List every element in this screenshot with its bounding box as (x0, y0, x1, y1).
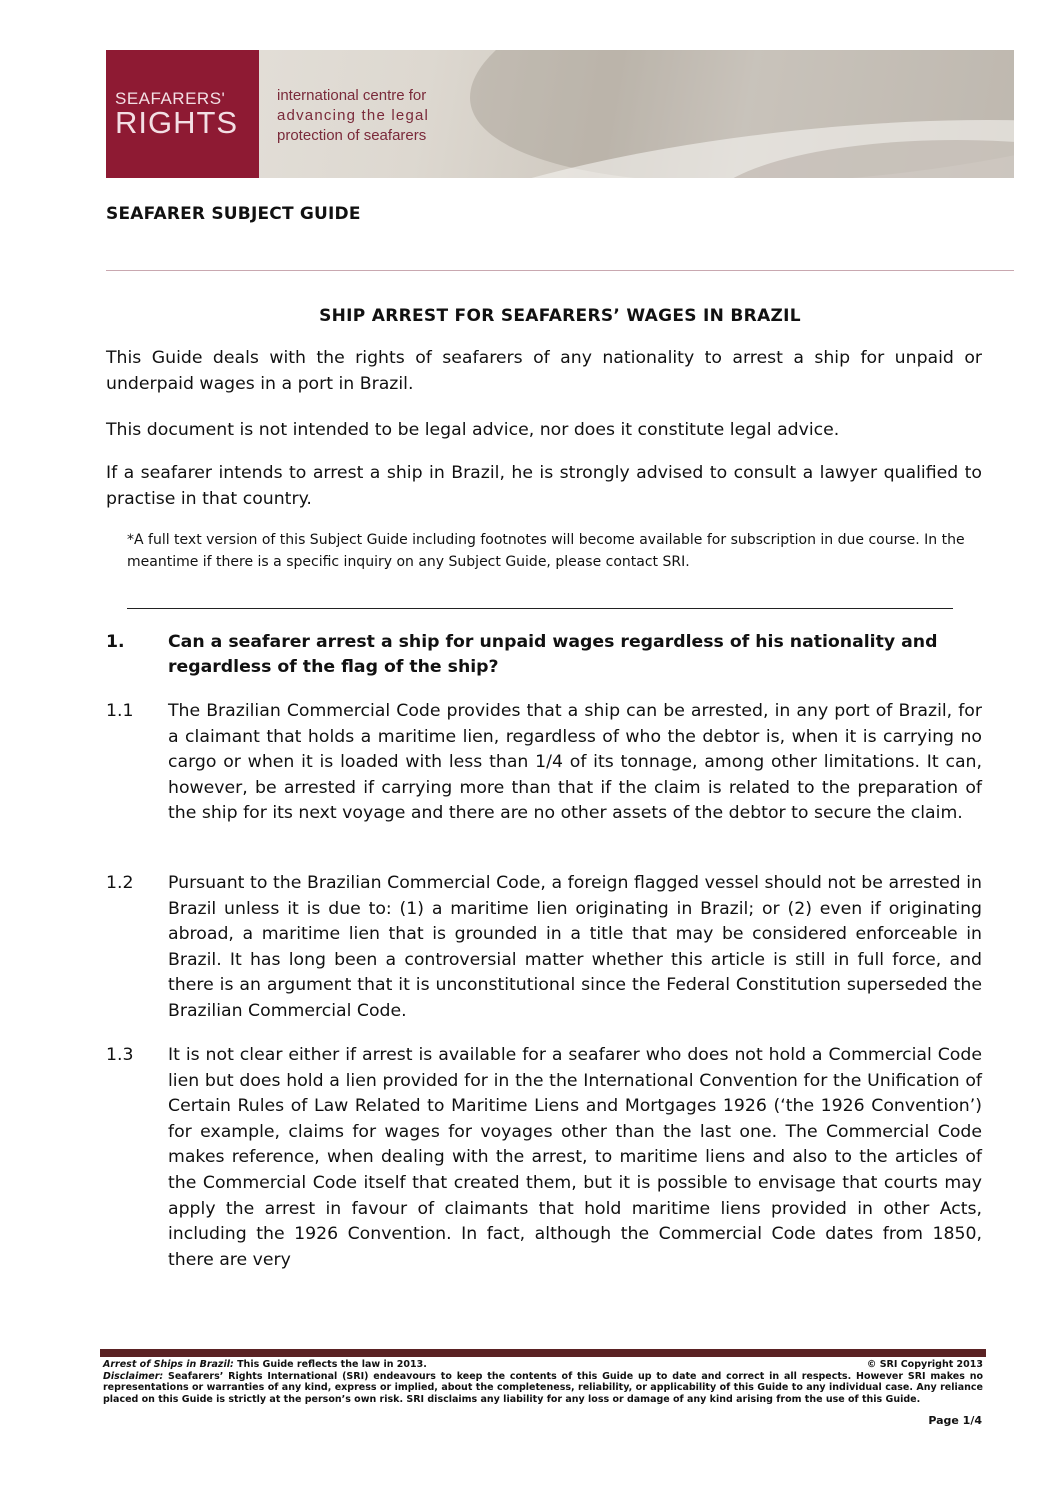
section-number: 1. (106, 632, 125, 652)
footer-bar (100, 1349, 986, 1357)
full-text-note: *A full text version of this Subject Guide including footnotes will become available for subscription in due course. In the meantime if there is a specific inquiry on any Subject Guide, please contact SRI. (127, 532, 965, 570)
paragraph-text: Pursuant to the Brazilian Commercial Code, a foreign flagged vessel should not be arrested in Brazil unless it is due to: (1) a maritime lien originating in Brazil; or (2) even if originating abroad, a maritime lien that is grounded in a title that may be considered enforceable in Brazil. It has long been a controversial matter whether this article is still in full force, and there is an argument that it is unconstitutional since the Federal Constitution superseded the Brazilian Commercial Code. (168, 873, 982, 1021)
footer-law-note (103, 1359, 427, 1371)
tagline-line: protection of seafarers (277, 127, 427, 144)
organization-tagline (277, 86, 429, 146)
paragraph-item (106, 699, 982, 827)
copyright-notice: © SRI Copyright 2013 (866, 1359, 983, 1370)
page-footer (103, 1359, 983, 1405)
disclaimer-label: Disclaimer: (103, 1370, 164, 1382)
intro-paragraph: This Guide deals with the rights of seafarers of any nationality to arrest a ship for unpaid or underpaid wages in a port in Brazil. (106, 348, 982, 394)
page-number: Page 1/4 (928, 1414, 982, 1427)
section-divider (127, 608, 953, 609)
tagline-line: international centre for (277, 87, 427, 104)
intro-paragraph: This document is not intended to be legal advice, nor does it constitute legal advice. (106, 420, 840, 440)
footer-law-year: This Guide reflects the law in 2013. (233, 1359, 427, 1370)
disclaimer-text: Seafarers’ Rights International (SRI) endeavours to keep the contents of this Guide up to date and correct in all respects. However SRI makes no representations or warranties of any kind, express or implied, about the completeness, reliability, or applicability of this Guide to any individual case. Any reliance placed on this Guide is strictly at the person’s own risk. SRI disclaims any liability for any loss or damage of any kind arising from the use of this Guide. (103, 1370, 983, 1405)
footer-guide-label: Arrest of Ships in Brazil: (103, 1359, 234, 1370)
header-banner (106, 50, 1014, 178)
paragraph-item (106, 1043, 982, 1273)
disclaimer (103, 1371, 983, 1406)
section-question: Can a seafarer arrest a ship for unpaid wages regardless of his nationality and regardless of the flag of the ship? (168, 632, 938, 677)
paragraph-text: The Brazilian Commercial Code provides that a ship can be arrested, in any port of Brazil, for a claimant that holds a maritime lien, regardless of who the debtor is, when it is carrying no cargo or when it is loaded with less than 1/4 of its tonnage, among other limitations. It can, however, be arrested if carrying more than that if the claim is related to the preparation of the ship for its next voyage and there are no other assets of the debtor to secure the claim. (168, 701, 982, 824)
paragraph-number: 1.1 (106, 701, 134, 721)
intro-paragraph: If a seafarer intends to arrest a ship in Brazil, he is strongly advised to consult a lawyer qualified to practise in that country. (106, 463, 982, 509)
seafarers-rights-logo (106, 50, 259, 178)
tagline-line: advancing the legal (277, 107, 430, 124)
subject-guide-label: SEAFARER SUBJECT GUIDE (106, 204, 361, 224)
header-divider (106, 270, 1014, 271)
paragraph-number: 1.3 (106, 1045, 134, 1065)
document-title: SHIP ARREST FOR SEAFARERS’ WAGES IN BRAZIL (319, 306, 801, 326)
paragraph-item (106, 871, 982, 1025)
section-heading (106, 630, 982, 680)
logo-text-seafarers: SEAFARERS' (115, 89, 226, 108)
paragraph-text: It is not clear either if arrest is available for a seafarer who does not hold a Commercial Code lien but does hold a lien provided for in the the International Convention for the Unification of Certain Rules of Law Related to Maritime Liens and Mortgages 1926 (‘the 1926 Convention’) for example, claims for wages for voyages other than the last one. The Commercial Code makes reference, when dealing with the arrest, to maritime liens and also to the articles of the Commercial Code itself that created them, but it is possible to envisage that courts may apply the arrest in favour of claimants that hold maritime liens provided in other Acts, including the 1926 Convention. In fact, although the Commercial Code dates from 1850, there are very (168, 1045, 982, 1270)
logo-text-rights: RIGHTS (115, 105, 239, 140)
paragraph-number: 1.2 (106, 873, 134, 893)
